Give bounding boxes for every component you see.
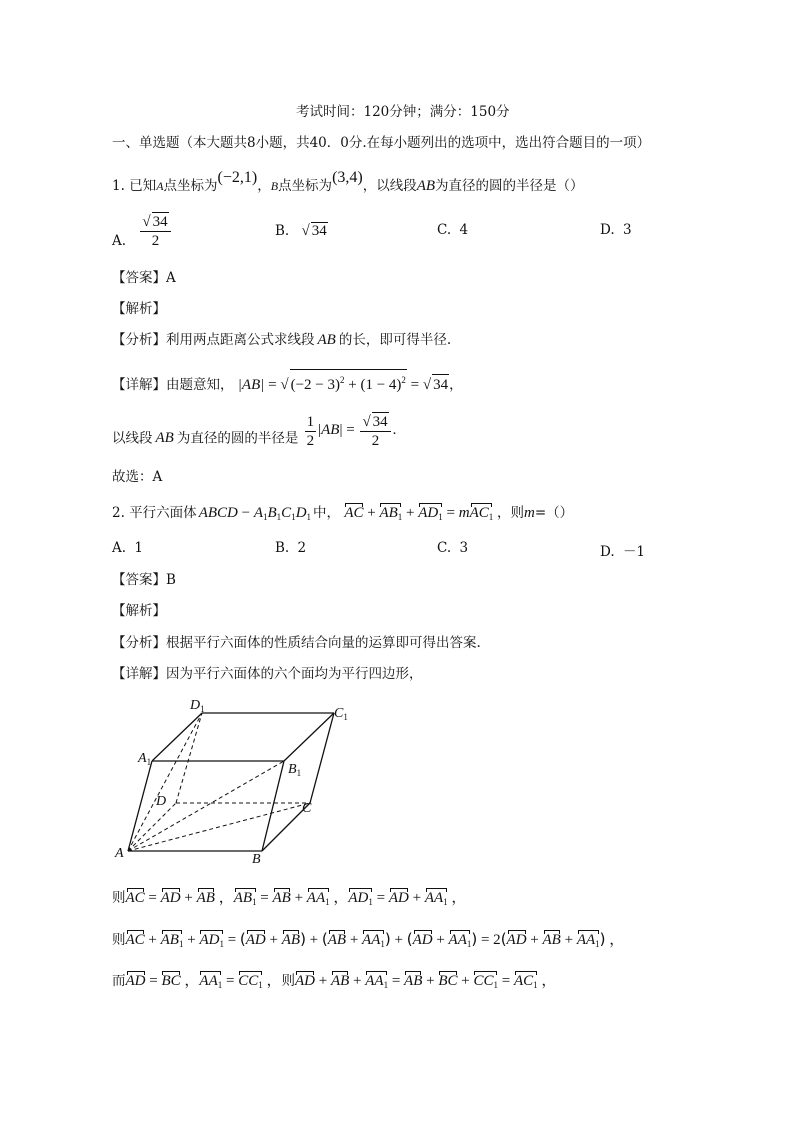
q1-radius-expr: $\frac{1}{2}$ |AB| = $\frac{√ 34}{2}$ . <box>306 413 397 449</box>
q2-option-c-label: C. <box>437 540 452 556</box>
q2-text-4: =（） <box>534 505 574 521</box>
q2-line2-ze: 则 <box>112 932 126 948</box>
coord-b: (3,4) <box>332 169 363 186</box>
q1-option-d-label: D. <box>600 222 615 238</box>
segment-ab: AB <box>416 178 436 194</box>
q1-detail: 【详解】由题意知， |AB| = √ $(-2 - 3)^2 + (1 - 4)^2$ = √ 34， <box>112 369 463 395</box>
label-a1: $A_1$ <box>138 751 152 767</box>
diag-ac <box>128 803 310 851</box>
section-title: 一、单选题（本大题共8小题，共40．0分.在每小题列出的选项中，选出符合题目的一项） <box>112 135 651 151</box>
q1-analysis-head: 【解析】 <box>112 301 166 317</box>
q1-opt-a-den: 2 <box>151 233 160 249</box>
q1-answer: 【答案】A <box>112 270 176 286</box>
q2-line3-expr-2: AD + AB + $AA_1$ = AB + BC + $CC_1 = AC_1$ ， <box>295 973 556 989</box>
q2-option-b-value: 2 <box>297 540 307 556</box>
q2-var: m <box>524 505 535 521</box>
q1-fenxi-label: 【分析】 <box>112 332 166 348</box>
exam-info: 考试时间：120分钟；满分：150分 <box>296 104 510 120</box>
q1-conclusion: 故选：A <box>112 469 163 485</box>
label-d1: $D_1$ <box>190 698 205 714</box>
edge-ad <box>128 803 176 851</box>
point-a: A <box>156 179 164 193</box>
q1-option-b-value: √ 34 <box>301 223 327 239</box>
q2-equation: AC + $AB_1 + AD_1 = mAC_1$ <box>344 505 497 521</box>
q2-text-1: 平行六面体 <box>129 505 197 521</box>
q2-option-d-value: －1 <box>622 544 646 560</box>
q2-fenxi-text: 根据平行六面体的性质结合向量的运算即可得出答案. <box>166 635 481 651</box>
q1-option-c-value: 4 <box>459 222 469 238</box>
parallelepiped-figure <box>112 695 362 870</box>
question-1-stem <box>112 169 584 196</box>
q2-option-a-value: 1 <box>134 540 143 556</box>
q1-detail-text: 由题意知， <box>166 377 234 393</box>
q2-fenxi-label: 【分析】 <box>112 635 166 651</box>
q1-text-5: 为直径的圆的半径是（） <box>435 178 584 194</box>
q2-option-a-label: A. <box>112 540 127 556</box>
q2-number: 2. <box>112 505 125 521</box>
q1-sep: ， <box>257 178 271 194</box>
q1-text-4: ，以线段 <box>362 178 417 194</box>
q1-fenxi <box>112 330 451 350</box>
q2-option-d <box>600 540 645 560</box>
label-d: D <box>156 794 167 809</box>
q2-line3-ze: 则 <box>281 973 295 989</box>
q1-option-c <box>437 222 468 238</box>
q1-option-d-value: 3 <box>622 222 632 238</box>
q1-detail-radicand: 34 <box>432 374 449 395</box>
q1-text-1: 已知 <box>129 178 157 194</box>
q1-radius-text-1: 以线段 <box>112 430 153 447</box>
q2-line2-expr: AC + $AB_1 + AD_1 = (AD + AB) + (AB + AA_1) + (AD + AA_1) = 2(AD$ + AB + $AA_1$) ， <box>126 932 625 948</box>
q2-option-b <box>275 540 306 556</box>
q2-solid: ABCD − $A_1B_1C_1D_1$ <box>198 505 312 522</box>
q2-option-c-value: 3 <box>459 540 469 556</box>
q2-option-c <box>437 540 468 556</box>
q1-option-c-label: C. <box>437 222 452 238</box>
label-b1: $B_1$ <box>288 762 302 778</box>
q1-detail-label: 【详解】 <box>112 377 166 393</box>
q2-fenxi <box>112 633 481 653</box>
q2-text-2: 中， <box>313 505 341 521</box>
q2-detail <box>112 664 423 684</box>
q2-text-3: ，则 <box>497 505 524 521</box>
q1-detail-expr: |AB| = √ $(-2 - 3)^2 + (1 - 4)^2$ = √ 34 <box>238 377 449 393</box>
q2-analysis-head: 【解析】 <box>112 603 166 619</box>
q1-text-2: 点坐标为 <box>163 178 218 194</box>
q2-line1-ze: 则 <box>112 890 126 906</box>
diag-ab1 <box>128 761 284 851</box>
edge-bb1 <box>262 761 284 851</box>
q2-line1-expr: AC = AD + AB ，$AB_1$ = AB + $AA_1$ ，$AD_1$ = AD + $AA_1$ ， <box>126 890 467 906</box>
q1-radius <box>112 413 397 458</box>
question-2-stem <box>112 503 573 527</box>
edge-dd1 <box>176 713 202 803</box>
q2-answer: 【答案】B <box>112 572 176 588</box>
q1-fenxi-seg: AB <box>317 332 336 348</box>
edge-aa1 <box>128 761 152 851</box>
q1-number: 1. <box>112 178 125 194</box>
q2-detail-text: 因为平行六面体的六个面均为平行四边形， <box>166 666 423 682</box>
q1-option-a-value: $\frac{√ 34}{2}$ <box>140 212 170 250</box>
coord-a: (−2,1) <box>217 169 258 186</box>
q1-option-b <box>275 222 328 240</box>
q1-opt-b-radicand: 34 <box>311 223 327 239</box>
q2-line3-er: 而 <box>112 973 126 989</box>
label-a: A <box>115 846 124 861</box>
label-b: B <box>252 852 261 867</box>
q1-option-d <box>600 222 632 238</box>
q1-opt-a-radicand: 34 <box>152 214 168 230</box>
q2-line3-expr: AD = BC ，$AA_1 = CC_1$ ， <box>126 973 282 989</box>
q1-text-3: 点坐标为 <box>278 178 333 194</box>
q1-option-a <box>112 212 173 250</box>
q1-radius-seg: AB <box>155 430 174 447</box>
edge-cc1 <box>310 713 334 803</box>
q1-option-b-label: B. <box>275 223 290 239</box>
label-c: C <box>302 801 312 816</box>
q1-radius-text-2: 为直径的圆的半径是 <box>176 430 299 447</box>
q1-fenxi-text-1: 利用两点距离公式求线段 <box>166 332 315 348</box>
q2-vector-line-1 <box>112 888 466 912</box>
q2-option-d-label: D. <box>600 544 615 560</box>
q1-option-a-label: A. <box>112 232 127 249</box>
q2-vector-line-3 <box>112 971 556 995</box>
q2-detail-label: 【详解】 <box>112 666 166 682</box>
label-c1: $C_1$ <box>334 706 348 722</box>
q1-fenxi-text-2: 的长，即可得半径. <box>338 332 452 348</box>
diag-ad1 <box>128 713 202 851</box>
q2-option-a <box>112 540 143 556</box>
edge-b1c1 <box>284 713 334 761</box>
q2-option-b-label: B. <box>275 540 290 556</box>
edge-a1d1 <box>152 713 202 761</box>
q2-vector-line-2 <box>112 929 624 954</box>
point-b: B <box>270 179 279 193</box>
